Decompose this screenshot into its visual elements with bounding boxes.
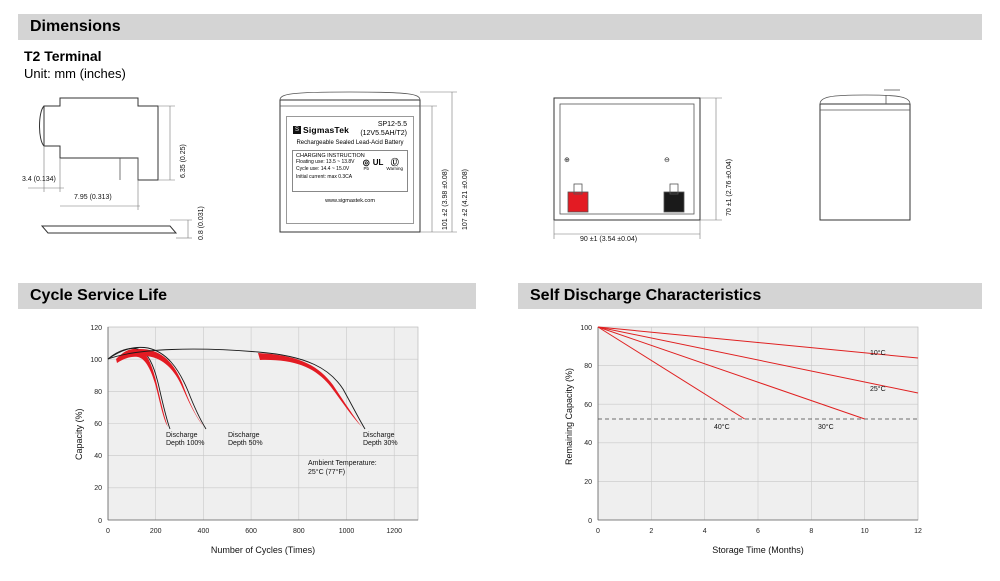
battery-label bbox=[286, 116, 414, 224]
battery-top-view bbox=[540, 84, 760, 244]
t2-terminal-label: T2 Terminal bbox=[24, 48, 102, 64]
svg-text:Depth 100%: Depth 100% bbox=[166, 440, 205, 447]
svg-text:80: 80 bbox=[94, 389, 102, 396]
svg-text:25°C (77°F): 25°C (77°F) bbox=[308, 469, 346, 476]
unit-label: Unit: mm (inches) bbox=[24, 66, 126, 81]
svg-text:120: 120 bbox=[90, 325, 102, 332]
polarity-plus: ⊕ bbox=[564, 157, 570, 164]
website-text: www.sigmastek.com bbox=[325, 197, 375, 204]
svg-text:Storage Time (Months): Storage Time (Months) bbox=[712, 545, 804, 555]
front-height-body-dim: 101 ±2 (3.98 ±0.08) bbox=[442, 168, 449, 230]
charging-instruction-title: CHARGING INSTRUCTION bbox=[296, 152, 365, 159]
svg-text:6: 6 bbox=[756, 528, 760, 535]
svg-text:0: 0 bbox=[596, 528, 600, 535]
charging-line-current: Initial current: max 0.3CA bbox=[296, 173, 353, 180]
svg-text:0: 0 bbox=[98, 518, 102, 525]
svg-text:10: 10 bbox=[860, 528, 869, 535]
battery-type: Rechargeable Sealed Lead-Acid Battery bbox=[296, 139, 404, 146]
svg-text:40: 40 bbox=[94, 453, 102, 460]
svg-text:20: 20 bbox=[584, 479, 592, 486]
svg-text:30°C: 30°C bbox=[818, 424, 834, 431]
charging-line-float: Floating use: 13.5 ~ 13.8V bbox=[296, 158, 355, 165]
svg-text:400: 400 bbox=[197, 528, 210, 535]
terminal-width-small-dim: 3.4 (0.134) bbox=[22, 176, 56, 183]
svg-text:0: 0 bbox=[588, 518, 592, 525]
section-header-cycle-service-life bbox=[18, 283, 476, 309]
svg-text:Depth 50%: Depth 50% bbox=[228, 440, 263, 447]
brand-name: SigmasTek bbox=[303, 124, 350, 135]
section-title-self-discharge: Self Discharge Characteristics bbox=[530, 287, 762, 304]
svg-text:60: 60 bbox=[94, 421, 102, 428]
chart-cycle-service-life bbox=[18, 315, 478, 565]
section-title-dimensions: Dimensions bbox=[30, 18, 121, 35]
svg-text:Discharge: Discharge bbox=[166, 432, 198, 439]
model-number: SP12-5.5 bbox=[377, 121, 407, 128]
svg-text:Number of Cycles (Times): Number of Cycles (Times) bbox=[210, 545, 316, 555]
terminal-thickness-dim: 0.8 (0.031) bbox=[198, 206, 205, 240]
front-height-total-dim: 107 ±2 (4.21 ±0.08) bbox=[462, 168, 469, 230]
terminal-width-large-dim: 7.95 (0.313) bbox=[74, 194, 112, 201]
svg-text:1000: 1000 bbox=[338, 528, 355, 535]
svg-text:Capacity (%): Capacity (%) bbox=[74, 408, 84, 460]
battery-front-view bbox=[270, 84, 470, 244]
polarity-minus: ⊖ bbox=[664, 157, 670, 164]
svg-text:100: 100 bbox=[580, 325, 592, 332]
svg-text:2: 2 bbox=[649, 528, 654, 535]
side-width-dim: 90 ±1 (3.54 ±0.04) bbox=[580, 236, 638, 243]
svg-text:4: 4 bbox=[702, 528, 707, 535]
section-title-cycle: Cycle Service Life bbox=[30, 287, 167, 304]
svg-text:8: 8 bbox=[809, 528, 814, 535]
svg-text:25°C: 25°C bbox=[870, 386, 886, 393]
svg-text:Ambient Temperature:: Ambient Temperature: bbox=[308, 460, 377, 467]
svg-text:12: 12 bbox=[914, 528, 922, 535]
warning-icon: Ⓤ Warning bbox=[386, 157, 403, 172]
svg-text:20: 20 bbox=[94, 485, 102, 492]
section-header-self-discharge bbox=[518, 283, 982, 309]
chart-self-discharge bbox=[518, 315, 982, 565]
svg-text:Remaining Capacity (%): Remaining Capacity (%) bbox=[564, 367, 574, 465]
svg-text:60: 60 bbox=[584, 402, 592, 409]
ul-icon: UL bbox=[372, 157, 384, 167]
charging-line-cycle: Cycle use: 14.4 ~ 15.0V bbox=[296, 166, 350, 172]
svg-text:40°C: 40°C bbox=[714, 424, 730, 431]
section-header-dimensions bbox=[18, 14, 982, 40]
svg-text:100: 100 bbox=[90, 357, 102, 364]
brand-mark-icon: S bbox=[294, 126, 299, 133]
svg-text:200: 200 bbox=[149, 528, 162, 535]
terminal-height-dim: 6.35 (0.25) bbox=[180, 144, 187, 178]
svg-text:80: 80 bbox=[584, 363, 592, 370]
terminal-drawing bbox=[20, 88, 240, 253]
svg-text:Depth 30%: Depth 30% bbox=[363, 440, 398, 447]
svg-text:Discharge: Discharge bbox=[363, 432, 395, 439]
svg-text:0: 0 bbox=[106, 528, 110, 535]
battery-side-view bbox=[800, 84, 940, 244]
certification-marks bbox=[363, 159, 403, 173]
charging-instruction-box bbox=[292, 150, 408, 192]
model-spec: (12V5.5AH/T2) bbox=[360, 129, 407, 137]
svg-text:40: 40 bbox=[584, 440, 592, 447]
svg-text:10°C: 10°C bbox=[870, 350, 886, 357]
svg-text:600: 600 bbox=[245, 528, 257, 535]
svg-text:800: 800 bbox=[292, 528, 305, 535]
svg-text:1200: 1200 bbox=[386, 528, 402, 535]
recycle-icon: ◎ Pb bbox=[362, 157, 370, 172]
svg-text:Discharge: Discharge bbox=[228, 432, 260, 439]
side-height-dim: 70 ±1 (2.76 ±0.04) bbox=[726, 158, 733, 216]
